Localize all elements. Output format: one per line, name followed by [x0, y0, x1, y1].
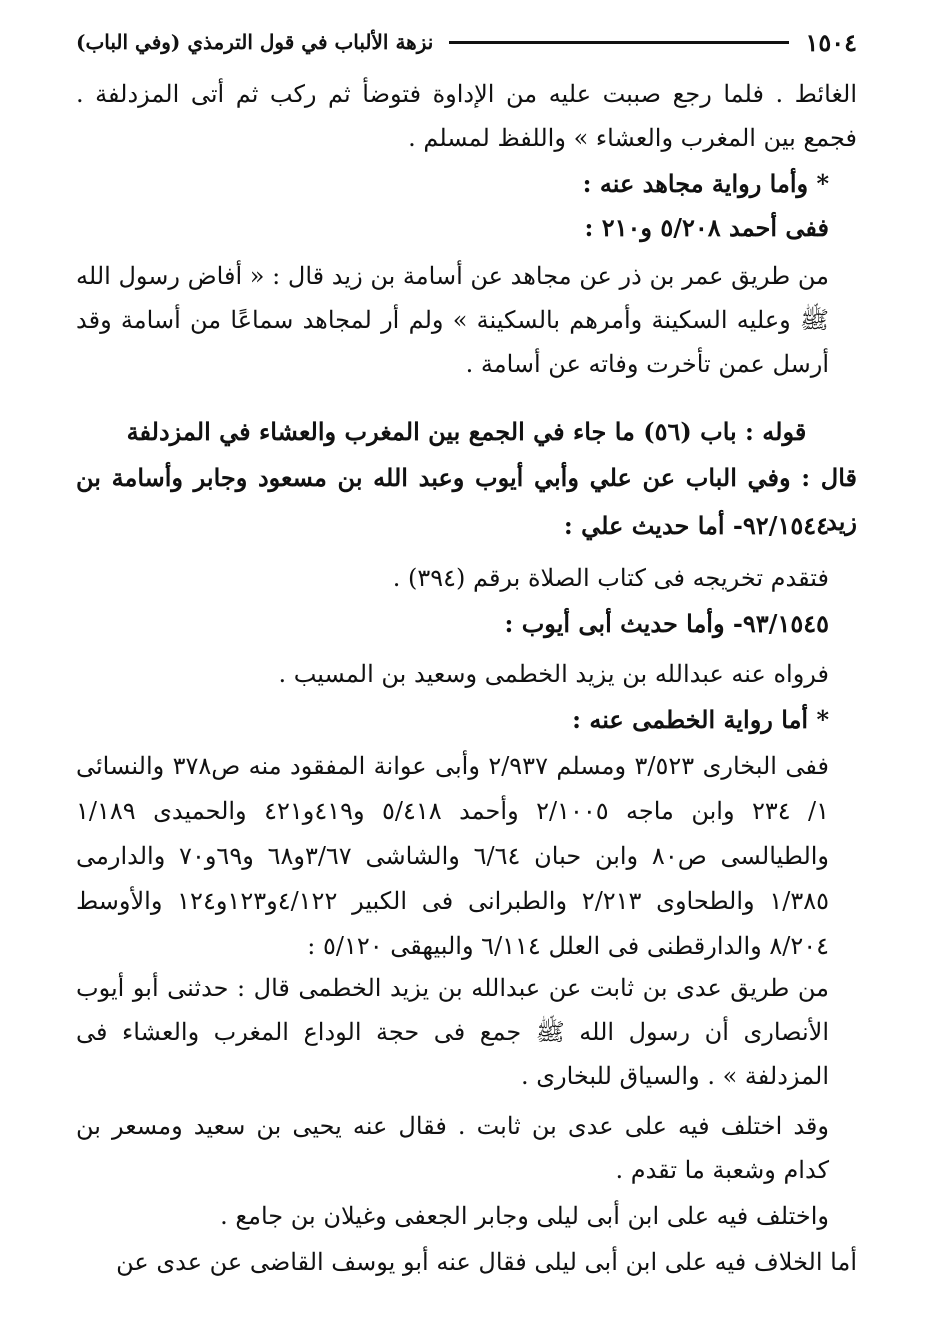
chapter-title: قوله : باب (٥٦) ما جاء في الجمع بين المغرب والعشاء في المزدلفة: [126, 417, 807, 446]
paragraph-khilaf: أما الخلاف فيه على ابن أبى ليلى فقال عنه أبو يوسف القاضى عن عدى عن: [116, 1248, 857, 1276]
paragraph-ikhtilaf-ibn-abi-layla: واختلف فيه على ابن أبى ليلى وجابر الجعفى وغيلان بن جامع .: [220, 1202, 829, 1230]
paragraph-ikhtilaf-adi: وقد اختلف فيه على عدى بن ثابت . فقال عنه يحيى بن سعيد ومسعر بن كدام وشعبة ما تقدم .: [76, 1112, 829, 1184]
header-rule: [449, 41, 789, 44]
paragraph-bukhari-refs: ففى البخارى ٣/٥٢٣ ومسلم ٢/٩٣٧ وأبى عوانة المفقود منه ص٣٧٨ والنسائى ١/ ٢٣٤ وابن ماجه ٢/١٠٠٥ وأحمد ٥/٤١٨ و٤١٩و٤٢١ والحميدى ١/١٨٩ والطيالسى ص٨٠ وابن حبان ٦/٦٤ والشاشى ٣/٦٧و٦٨ و٦٩و٧٠ والدارمى ١/٣٨٥ والطحاوى ٢/٢١٣ والطبرانى فى الكبير ٤/١٢٢و١٢٣و١٢٤ والأوسط ٨/٢٠٤ والدارقطنى فى العلل ٦/١١٤ والبيهقى ٥/١٢٠ :: [76, 752, 830, 960]
paragraph-ali-takhrij: فتقدم تخريجه فى كتاب الصلاة برقم (٣٩٤) .: [392, 564, 829, 592]
paragraph-ahmad-ref: ففى أحمد ٥/٢٠٨ و٢١٠ :: [584, 213, 829, 242]
heading-mujahid-narration: * وأما رواية مجاهد عنه :: [582, 169, 829, 198]
header-title: نزهة الألباب في قول الترمذي (وفي الباب): [76, 30, 434, 54]
heading-ali-hadith: ٩٢/١٥٤٤- أما حديث علي :: [563, 511, 829, 540]
paragraph-adi-chain: من طريق عدى بن ثابت عن عبدالله بن يزيد الخطمى قال : حدثنى أبو أيوب الأنصارى أن رسول الله ﷺ جمع فى حجة الوداع المغرب والعشاء فى المزدلفة » . والسياق للبخارى .: [76, 974, 829, 1090]
paragraph-mujahid-chain: من طريق عمر بن ذر عن مجاهد عن أسامة بن زيد قال : « أفاض رسول الله ﷺ وعليه السكينة وأمرهم بالسكينة » ولم أر لمجاهد سماعًا من أسامة وقد أرسل عمن تأخرت وفاته عن أسامة .: [76, 262, 829, 378]
paragraph-abu-ayyub-narrators: فرواه عنه عبدالله بن يزيد الخطمى وسعيد بن المسيب .: [278, 660, 829, 688]
heading-abu-ayyub-hadith: ٩٣/١٥٤٥- وأما حديث أبى أيوب :: [504, 609, 829, 638]
running-header: [76, 22, 857, 62]
heading-khatmi-narration: * أما رواية الخطمى عنه :: [572, 705, 829, 734]
chapter-qala: قال : وفي الباب عن علي وأبي أيوب وعبد الله بن مسعود وجابر وأسامة بن زيد: [76, 463, 857, 536]
page-number: ١٥٠٤: [805, 27, 857, 57]
paragraph-ghaait: الغائط . فلما رجع صببت عليه من الإداوة فتوضأ ثم ركب ثم أتى المزدلفة . فجمع بين المغرب والعشاء » واللفظ لمسلم .: [76, 80, 857, 152]
